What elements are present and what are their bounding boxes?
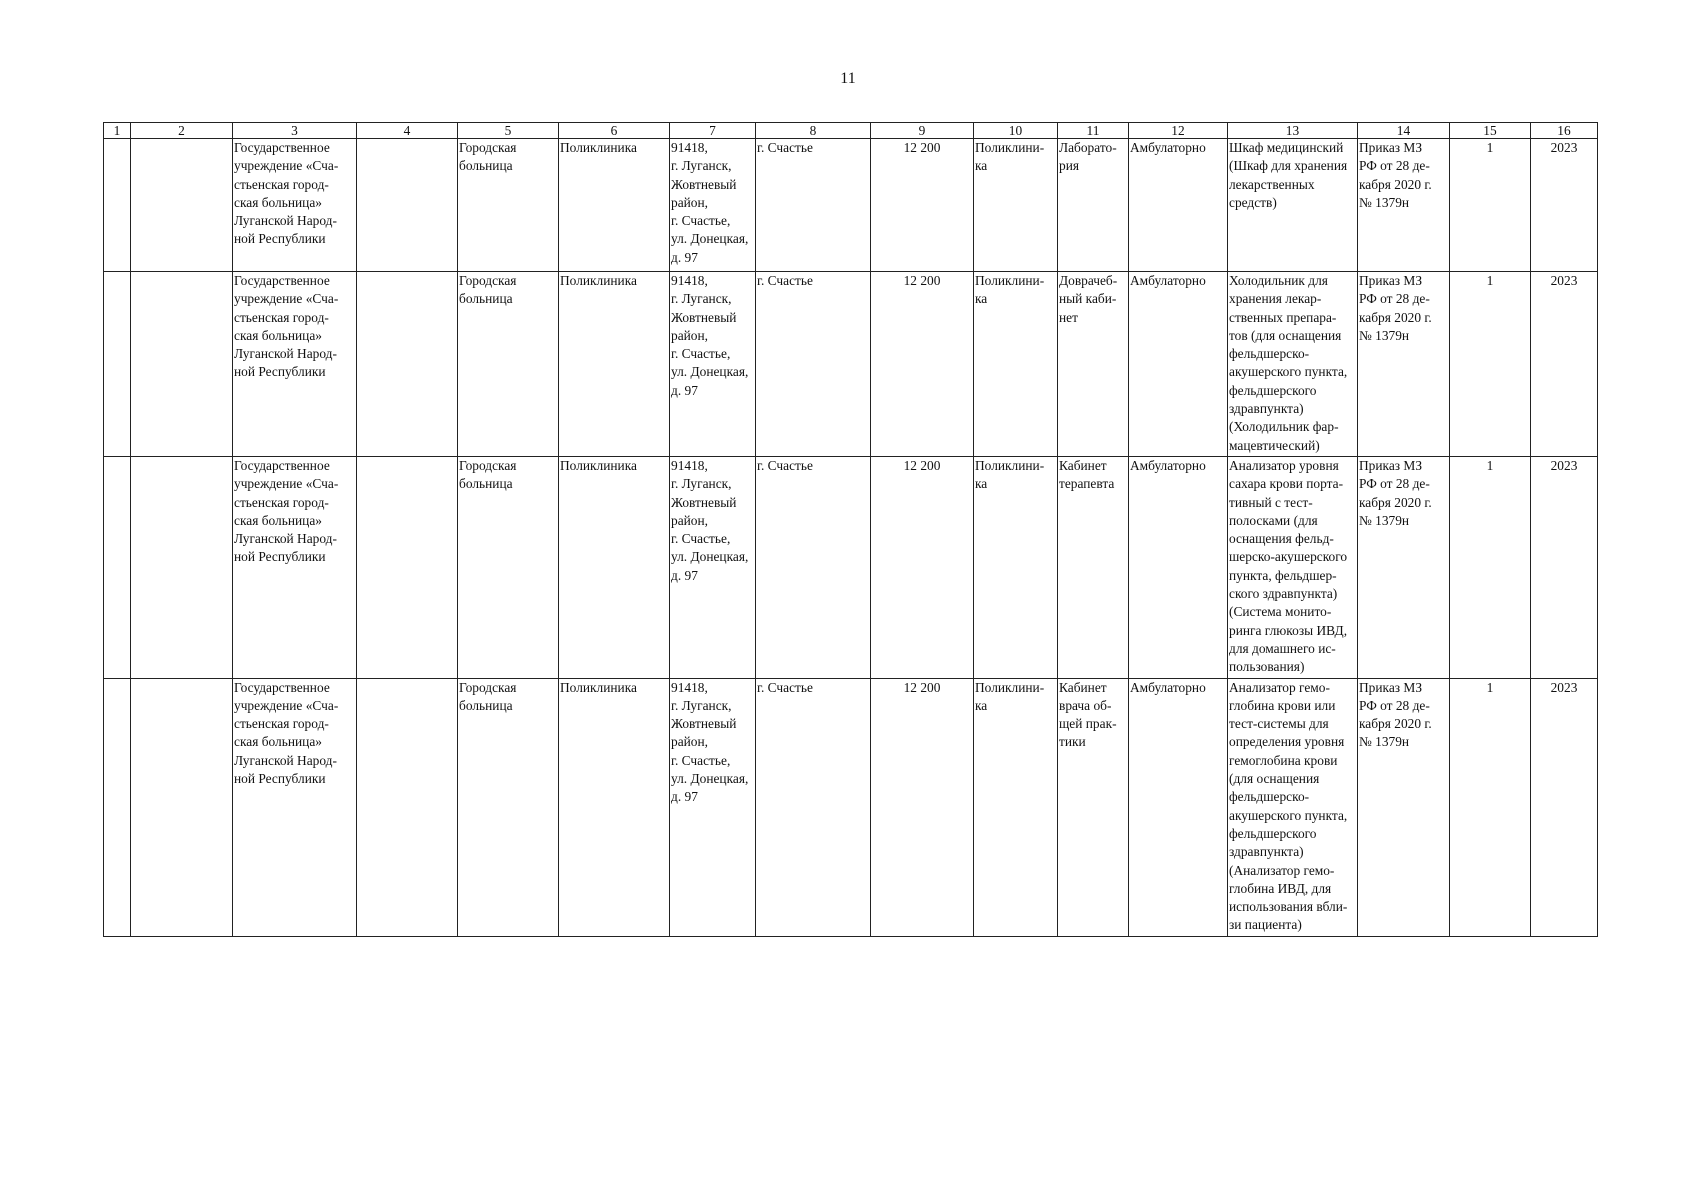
institution-cell: Государственное учреждение «Сча- стьенская город- ская больница» Луганской Народ- ной Республики: [233, 456, 357, 678]
column-header: 5: [458, 123, 559, 139]
table-cell: [131, 456, 233, 678]
year-cell: 2023: [1531, 456, 1598, 678]
room-cell: Кабинет терапевта: [1058, 456, 1129, 678]
department-cell: Поликлини- ка: [974, 678, 1058, 936]
column-header: 7: [670, 123, 756, 139]
table-cell: [357, 678, 458, 936]
year-cell: 2023: [1531, 139, 1598, 272]
population-cell: 12 200: [871, 678, 974, 936]
column-header: 9: [871, 123, 974, 139]
institution-cell: Государственное учреждение «Сча- стьенская город- ская больница» Луганской Народ- ной Республики: [233, 139, 357, 272]
header-row: [104, 123, 1598, 139]
population-cell: 12 200: [871, 272, 974, 457]
column-header: 15: [1450, 123, 1531, 139]
order-cell: Приказ МЗ РФ от 28 де- кабря 2020 г. № 1379н: [1358, 678, 1450, 936]
address-cell: 91418, г. Луганск, Жовтневый район, г. Счастье, ул. Донецкая, д. 97: [670, 678, 756, 936]
column-header: 8: [756, 123, 871, 139]
column-header: 14: [1358, 123, 1450, 139]
table-row: [104, 139, 1598, 272]
care-type-cell: Амбулаторно: [1129, 678, 1228, 936]
table-cell: [104, 139, 131, 272]
column-header: 2: [131, 123, 233, 139]
address-cell: 91418, г. Луганск, Жовтневый район, г. Счастье, ул. Донецкая, д. 97: [670, 456, 756, 678]
table-cell: [357, 456, 458, 678]
page-number: 11: [840, 70, 856, 87]
population-cell: 12 200: [871, 139, 974, 272]
institution-cell: Государственное учреждение «Сча- стьенская город- ская больница» Луганской Народ- ной Республики: [233, 272, 357, 457]
table-cell: [357, 139, 458, 272]
table-cell: [104, 272, 131, 457]
table-row: [104, 456, 1598, 678]
column-header: 13: [1228, 123, 1358, 139]
table-cell: [131, 139, 233, 272]
equipment-table: [103, 122, 1598, 937]
locality-cell: г. Счастье: [756, 456, 871, 678]
column-header: 11: [1058, 123, 1129, 139]
equipment-cell: Анализатор гемо- глобина крови или тест-системы для определения уровня гемоглобина крови (для оснащения фельдшерско- акушерского пункта, фельдшерского здравпункта) (Анализатор гемо- глобина ИВД, для использования вбли- зи пациента): [1228, 678, 1358, 936]
column-header: 6: [559, 123, 670, 139]
address-cell: 91418, г. Луганск, Жовтневый район, г. Счастье, ул. Донецкая, д. 97: [670, 139, 756, 272]
unit-cell: Поликлиника: [559, 678, 670, 936]
institution-cell: Государственное учреждение «Сча- стьенская город- ская больница» Луганской Народ- ной Республики: [233, 678, 357, 936]
column-header: 1: [104, 123, 131, 139]
locality-cell: г. Счастье: [756, 272, 871, 457]
equipment-cell: Холодильник для хранения лекар- ственных препара- тов (для оснащения фельдшерско- акушерского пункта, фельдшерского здравпункта) (Холодильник фар- мацевтический): [1228, 272, 1358, 457]
unit-cell: Поликлиника: [559, 272, 670, 457]
order-cell: Приказ МЗ РФ от 28 де- кабря 2020 г. № 1379н: [1358, 456, 1450, 678]
locality-cell: г. Счастье: [756, 678, 871, 936]
year-cell: 2023: [1531, 272, 1598, 457]
table-cell: [104, 678, 131, 936]
care-type-cell: Амбулаторно: [1129, 272, 1228, 457]
department-cell: Поликлини- ка: [974, 139, 1058, 272]
care-type-cell: Амбулаторно: [1129, 139, 1228, 272]
table-cell: [357, 272, 458, 457]
department-cell: Поликлини- ка: [974, 272, 1058, 457]
table-row: [104, 678, 1598, 936]
locality-cell: г. Счастье: [756, 139, 871, 272]
address-cell: 91418, г. Луганск, Жовтневый район, г. Счастье, ул. Донецкая, д. 97: [670, 272, 756, 457]
quantity-cell: 1: [1450, 272, 1531, 457]
order-cell: Приказ МЗ РФ от 28 де- кабря 2020 г. № 1379н: [1358, 139, 1450, 272]
table-cell: [104, 456, 131, 678]
table-row: [104, 272, 1598, 457]
unit-cell: Поликлиника: [559, 456, 670, 678]
column-header: 12: [1129, 123, 1228, 139]
institution-type-cell: Городская больница: [458, 139, 559, 272]
room-cell: Кабинет врача об- щей прак- тики: [1058, 678, 1129, 936]
column-header: 4: [357, 123, 458, 139]
column-header: 10: [974, 123, 1058, 139]
quantity-cell: 1: [1450, 456, 1531, 678]
institution-type-cell: Городская больница: [458, 272, 559, 457]
table-cell: [131, 272, 233, 457]
population-cell: 12 200: [871, 456, 974, 678]
column-header: 3: [233, 123, 357, 139]
care-type-cell: Амбулаторно: [1129, 456, 1228, 678]
room-cell: Доврачеб- ный каби- нет: [1058, 272, 1129, 457]
table-cell: [131, 678, 233, 936]
institution-type-cell: Городская больница: [458, 678, 559, 936]
institution-type-cell: Городская больница: [458, 456, 559, 678]
column-header: 16: [1531, 123, 1598, 139]
equipment-cell: Шкаф медицинский (Шкаф для хранения лекарственных средств): [1228, 139, 1358, 272]
year-cell: 2023: [1531, 678, 1598, 936]
department-cell: Поликлини- ка: [974, 456, 1058, 678]
quantity-cell: 1: [1450, 139, 1531, 272]
quantity-cell: 1: [1450, 678, 1531, 936]
room-cell: Лаборато- рия: [1058, 139, 1129, 272]
unit-cell: Поликлиника: [559, 139, 670, 272]
equipment-cell: Анализатор уровня сахара крови порта- тивный с тест- полосками (для оснащения фельд- шерско-акушерского пункта, фельдшер- ского здравпункта) (Система монито- ринга глюкозы ИВД, для домашнего ис- пользования): [1228, 456, 1358, 678]
order-cell: Приказ МЗ РФ от 28 де- кабря 2020 г. № 1379н: [1358, 272, 1450, 457]
